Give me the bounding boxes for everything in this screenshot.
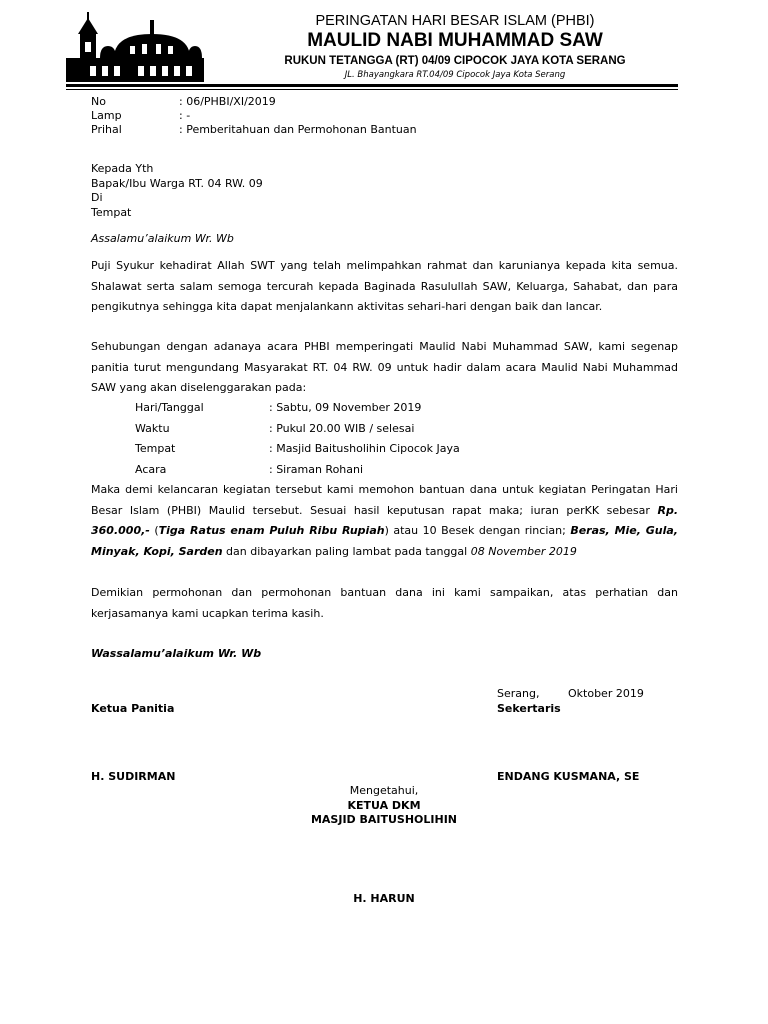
event-detail-label: Tempat bbox=[135, 442, 176, 455]
acknowledgement-block bbox=[0, 784, 768, 828]
event-detail-value: : Sabtu, 09 November 2019 bbox=[269, 401, 422, 414]
signature-name-chair: H. SUDIRMAN bbox=[91, 770, 176, 783]
acknowledgement-name: H. HARUN bbox=[353, 892, 415, 905]
reference-label: No bbox=[91, 95, 106, 108]
signature-name-secretary: ENDANG KUSMANA, SE bbox=[497, 770, 640, 783]
reference-label: Prihal bbox=[91, 123, 122, 136]
event-detail-row bbox=[135, 439, 535, 460]
signature-role-secretary: Sekertaris bbox=[497, 702, 561, 715]
contribution-amount-words: Tiga Ratus enam Puluh Ribu Rupiah bbox=[158, 524, 385, 537]
recipient-at: Di bbox=[91, 191, 103, 204]
letterhead-address: JL. Bhayangkara RT.04/09 Cipocok Jaya Kota Serang bbox=[344, 70, 566, 80]
contribution-text: dan dibayarkan paling lambat pada tanggal bbox=[222, 544, 471, 558]
acknowledgement-role: KETUA DKM bbox=[347, 798, 421, 812]
paragraph-closing: Demikian permohonan dan permohonan bantuan dana ini kami sampaikan, atas perhatian dan kerjasamanya kami ucapkan terima kasih. bbox=[91, 586, 678, 620]
paragraph-invitation: Sehubungan dengan adanaya acara PHBI memperingati Maulid Nabi Muhammad SAW, kami segenap panitia turut mengundang Masyarakat RT. 04 RW. 09 untuk hadir dalam acara Maulid Nabi Muhammad SAW yang akan diselenggarakan pada: bbox=[91, 340, 678, 394]
event-detail-value: : Masjid Baitusholihin Cipocok Jaya bbox=[269, 442, 460, 455]
contribution-text: Maka demi kelancaran kegiatan tersebut kami memohon bantuan dana untuk kegiatan Peringatan Hari Besar Islam (PHBI) Maulid tersebut. Sesuai hasil keputusan rapat maka; iuran perKK sebesar bbox=[91, 483, 678, 517]
reference-value: : 06/PHBI/XI/2019 bbox=[179, 95, 276, 108]
contribution-deadline: 08 November 2019 bbox=[470, 544, 577, 558]
reference-value: : - bbox=[179, 109, 191, 122]
contribution-items: Beras, Mie, Gula, Minyak, Kopi, Sarden bbox=[91, 524, 678, 558]
contribution-text: ( bbox=[149, 524, 159, 537]
event-detail-label: Acara bbox=[135, 462, 167, 476]
signature-date: Oktober 2019 bbox=[568, 687, 644, 700]
event-detail-label: Hari/Tanggal bbox=[135, 401, 204, 414]
event-detail-row bbox=[135, 419, 535, 440]
closing-greeting: Wassalamu’alaikum Wr. Wb bbox=[91, 647, 262, 660]
event-detail-row bbox=[135, 398, 535, 419]
recipient-name: Bapak/Ibu Warga RT. 04 RW. 09 bbox=[91, 176, 263, 190]
paragraph-contribution bbox=[91, 480, 678, 562]
letterhead bbox=[250, 12, 660, 81]
signature-place: Serang, bbox=[497, 687, 540, 700]
recipient-block bbox=[91, 162, 678, 220]
letterhead-event: MAULID NABI MUHAMMAD SAW bbox=[307, 30, 603, 51]
contribution-text: ) atau 10 Besek dengan rincian; bbox=[384, 524, 571, 537]
reference-value: : Pemberitahuan dan Permohonan Bantuan bbox=[179, 123, 417, 136]
letterhead-divider-thin bbox=[66, 89, 678, 90]
letterhead-title: PERINGATAN HARI BESAR ISLAM (PHBI) bbox=[315, 13, 595, 29]
event-detail-label: Waktu bbox=[135, 421, 170, 435]
event-detail-value: : Pukul 20.00 WIB / selesai bbox=[269, 421, 415, 435]
letterhead-organization: RUKUN TETANGGA (RT) 04/09 CIPOCOK JAYA KOTA SERANG bbox=[284, 55, 626, 67]
signature-role-chair: Ketua Panitia bbox=[91, 702, 175, 715]
event-detail-row bbox=[135, 460, 535, 481]
event-detail-value: : Siraman Rohani bbox=[269, 462, 364, 476]
acknowledgement-institution: MASJID BAITUSHOLIHIN bbox=[310, 813, 458, 826]
paragraph-opening: Puji Syukur kehadirat Allah SWT yang telah melimpahkan rahmat dan karunianya kepada kita semua. Shalawat serta salam semoga tercurah kepada Baginada Rasulullah SAW, Keluarga, Sahabat, dan para pengikutnya sehingga kita dapat menjalankann aktivitas sehari-hari dengan baik dan lancar. bbox=[91, 259, 678, 313]
greeting: Assalamu’alaikum Wr. Wb bbox=[91, 232, 234, 245]
contribution-amount: Rp. 360.000,- bbox=[91, 503, 678, 537]
recipient-place: Tempat bbox=[91, 205, 132, 219]
event-details bbox=[135, 398, 535, 480]
mosque-icon bbox=[66, 12, 204, 82]
recipient-salutation: Kepada Yth bbox=[91, 162, 154, 175]
reference-label: Lamp bbox=[91, 109, 122, 122]
letterhead-divider-thick bbox=[66, 84, 678, 87]
acknowledgement-label: Mengetahui, bbox=[349, 784, 419, 797]
